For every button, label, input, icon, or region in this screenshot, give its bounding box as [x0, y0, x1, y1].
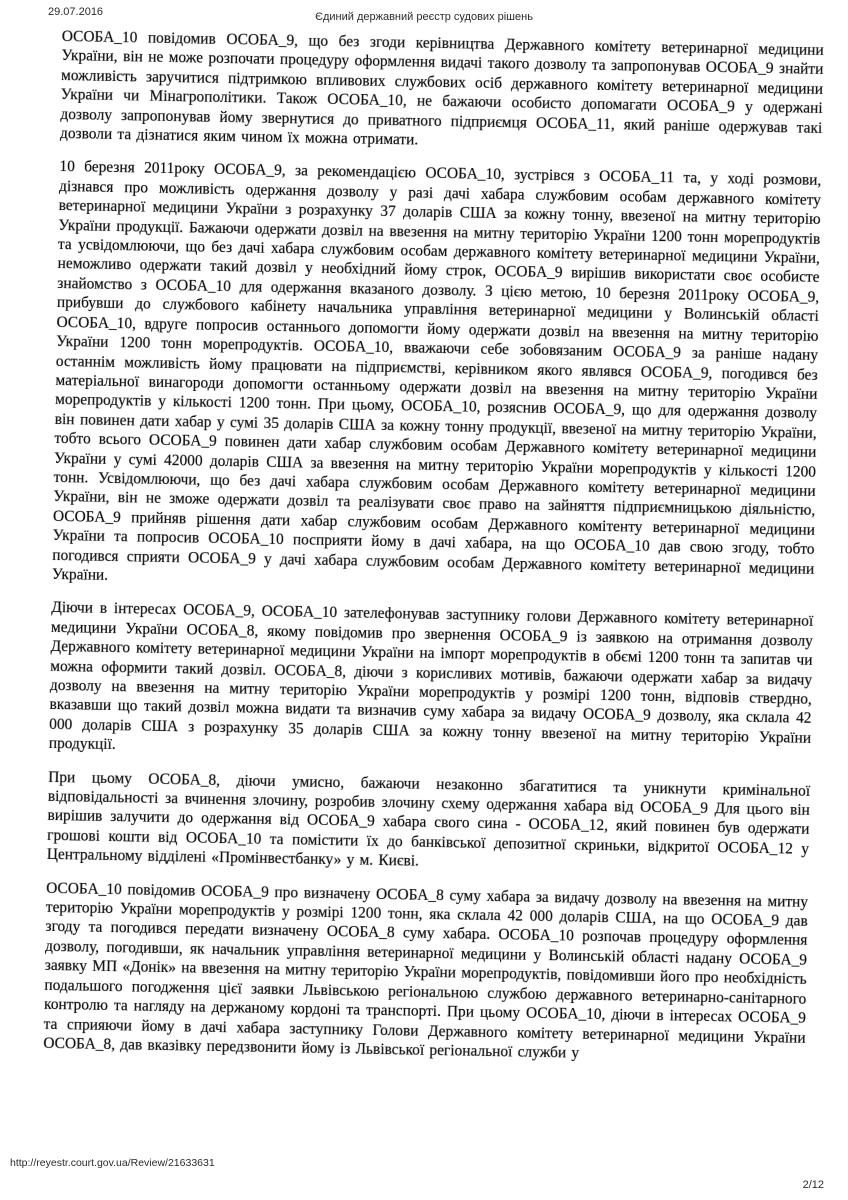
print-header: [0, 5, 848, 23]
paragraph: 10 березня 2011року ОСОБА_9, за рекомендацією ОСОБА_10, зустрівся з ОСОБА_11 та, у ході розмови, дізнався про можливість одержання дозволу у разі дачі хабара службовим особам державного комітету ветеринарної медицини України з розрахунку 37 доларів США за кожну тонну, ввезеної на митну територію України продукції. Бажаючи одержати дозвіл на ввезення на митну територію України 1200 тонн морепродуктів та усвідомлюючи, що без дачі хабара службовим особам державного комітету ветеринарної медицини України, неможливо одержати такий дозвіл у необхідний йому строк, ОСОБА_9 вирішив використати своє особисте знайомство з ОСОБА_10 для одержання вказаного дозволу. З цією метою, 10 березня 2011року ОСОБА_9, прибувши до службового кабінету начальника управління ветеринарної медицини у Волинській області ОСОБА_10, вдруге попросив останнього допомогти йому одержати дозвіл на ввезення на митну територію України 1200 тонн морепродуктів. ОСОБА_10, вважаючи себе зобовязаним ОСОБА_9 за раніше надану останнім можливість йому працювати на підприємстві, керівником якого являвся ОСОБА_9, погодився без матеріальної винагороди допомогти останньому одержати дозвіл на ввезення на митну територію України морепродуктів у кількості 1200 тонн. При цьому, ОСОБА_10, розяснив ОСОБА_9, що для одержання дозволу він повинен дати хабар у сумі 35 доларів США за кожну тонну продукції, ввезеної на митну територію України, тобто всього ОСОБА_9 повинен дати хабар службовим особам Державного комітету ветеринарної медицини України у сумі 42000 доларів США за ввезення на митну територію України морепродуктів у кількості 1200 тонн. Усвідомлюючи, що без дачі хабара службовим особам Державного комітету ветеринарної медицини України, він не зможе одержати дозвіл та реалізувати своє право на зайняття підприємницькою діяльністю, ОСОБА_9 прийняв рішення дати хабар службовим особам Державного комітенту ветеринарної медицини України та попросив ОСОБА_10 посприяти йому в дачі хабара, на що ОСОБА_10 дав свою згоду, тобто погодився сприяти ОСОБА_9 у дачі хабара службовим особам Державного комітету ветеринарної медицини України.: [51, 158, 822, 584]
paragraph: При цьому ОСОБА_8, діючи умисно, бажаючи незаконно збагатитися та уникнути кримінальної відповідальності за вчинення злочину, розробив злочину схему одержання хабара від ОСОБА_9 Для цього він вирішив залучити до одержання від ОСОБА_9 хабара свого сина - ОСОБА_12, який повинен був одержати грошові кошти від ОСОБА_10 та помістити їх до банківської депозитної скриньки, відкритої ОСОБА_12 у Центральному відділені «Промінвестбанку» у м. Києві.: [46, 768, 811, 870]
paragraph: Діючи в інтересах ОСОБА_9, ОСОБА_10 зателефонував заступнику голови Державного комітету ветеринарної медицини України ОСОБА_8, якому повідомив про звернення ОСОБА_9 із заявкою на отримання дозволу Державного комітету ветеринарної медицини України на імпорт морепродуктів в обємі 1200 тонн та запитав чи можна оформити такий дозвіл. ОСОБА_8, діючи з корисливих мотивів, бажаючи одержати хабар за видачу дозволу на ввезення на митну територію України морепродуктів у розмірі 1200 тонн, відповів ствердно, вказавши що такий дозвіл можна видати та визначив суму хабара за видачу ОСОБА_9 дозволу, яка склала 42 000 доларів США з розрахунку 35 доларів США за кожну тонну ввезеної на митну територію України продукції.: [48, 599, 814, 754]
paragraph: ОСОБА_10 повідомив ОСОБА_9, що без згоди керівництва Державного комітету ветеринарної медицини України, він не може розпочати процедуру оформлення видачі такого дозволу та запропонував ОСОБА_9 знайти можливість заручитися підтримкою впливових службових осіб державного комітету ветеринарної медицини України чи Мінагрополітики. Також ОСОБА_10, не бажаючи особисто допомагати ОСОБА_9 у одержані дозволу запропонував йому звернутися до приватного підприємця ОСОБА_11, який раніше одержував такі дозволи та дізнатися яким чином їх можна отримати.: [59, 27, 824, 149]
registry-title: Єдиний державний реєстр судових рішень: [315, 11, 533, 23]
paragraph: ОСОБА_10 повідомив ОСОБА_9 про визначену ОСОБА_8 суму хабара за видачу дозволу на ввезення на митну територію України морепродуктів у розмірі 1200 тонн, яка склала 42 000 доларів США, на що ОСОБА_9 дав згоду та погодився передати визначену ОСОБА_8 суму хабара. ОСОБА_10 розпочав процедуру оформлення дозволу, погодивши, як начальник управління ветеринарної медицини у Волинській області надану ОСОБА_9 заявку МП «Донік» на ввезення на митну територію України морепродуктів, повідомивши його про необхідність подальшого погодження цієї заявки Львівською регіональною службою державного ветеринарно-санітарного контролю та нагляду на держаному кордоні та транспорті. При цьому ОСОБА_10, діючи в інтересах ОСОБА_9 та сприяючи йому в дачі хабара заступнику Голови Державного комітету ветеринарної медицини України ОСОБА_8, дав вказівку передзвонити йому із Львівської регіональної служби у: [43, 879, 809, 1062]
source-url: http://reyestr.court.gov.ua/Review/21633631: [10, 1157, 215, 1169]
document-body: [43, 27, 824, 1067]
print-date: 29.07.2016: [48, 6, 104, 18]
page-number: 2/12: [802, 1179, 824, 1191]
